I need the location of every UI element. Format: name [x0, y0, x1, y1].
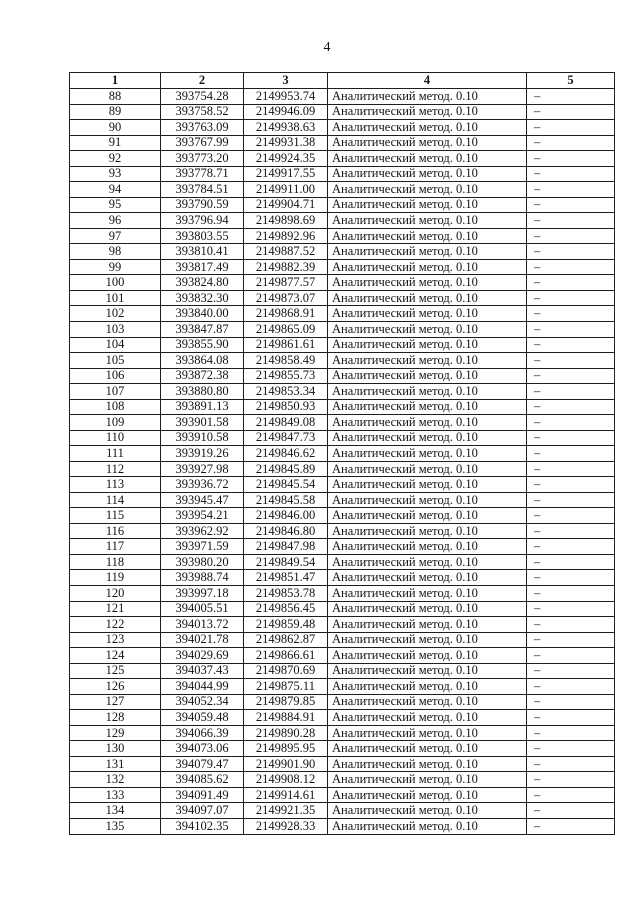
- point-number-cell: 101: [70, 290, 161, 306]
- header-row: [70, 73, 615, 89]
- point-number-cell: 114: [70, 492, 161, 508]
- point-number-cell: 93: [70, 166, 161, 182]
- table-row: [70, 275, 615, 291]
- description-cell: –: [527, 244, 615, 260]
- point-number-cell: 110: [70, 430, 161, 446]
- x-coordinate-cell: 394021.78: [161, 632, 244, 648]
- description-cell: –: [527, 306, 615, 322]
- table-row: [70, 694, 615, 710]
- table-row: [70, 586, 615, 602]
- column-header-1: 1: [70, 73, 161, 89]
- y-coordinate-cell: 2149879.85: [244, 694, 328, 710]
- x-coordinate-cell: 394029.69: [161, 648, 244, 664]
- point-number-cell: 102: [70, 306, 161, 322]
- method-cell: Аналитический метод. 0.10: [328, 321, 527, 337]
- table-row: [70, 818, 615, 834]
- point-number-cell: 98: [70, 244, 161, 260]
- x-coordinate-cell: 394091.49: [161, 787, 244, 803]
- x-coordinate-cell: 393784.51: [161, 182, 244, 198]
- description-cell: –: [527, 290, 615, 306]
- table-row: [70, 337, 615, 353]
- method-cell: Аналитический метод. 0.10: [328, 477, 527, 493]
- table-row: [70, 399, 615, 415]
- x-coordinate-cell: 393810.41: [161, 244, 244, 260]
- point-number-cell: 108: [70, 399, 161, 415]
- table-row: [70, 259, 615, 275]
- method-cell: Аналитический метод. 0.10: [328, 213, 527, 229]
- point-number-cell: 105: [70, 353, 161, 369]
- y-coordinate-cell: 2149898.69: [244, 213, 328, 229]
- x-coordinate-cell: 393790.59: [161, 197, 244, 213]
- table-row: [70, 166, 615, 182]
- y-coordinate-cell: 2149914.61: [244, 787, 328, 803]
- description-cell: –: [527, 787, 615, 803]
- method-cell: Аналитический метод. 0.10: [328, 89, 527, 105]
- y-coordinate-cell: 2149847.73: [244, 430, 328, 446]
- description-cell: –: [527, 213, 615, 229]
- method-cell: Аналитический метод. 0.10: [328, 275, 527, 291]
- y-coordinate-cell: 2149845.89: [244, 461, 328, 477]
- y-coordinate-cell: 2149887.52: [244, 244, 328, 260]
- table-row: [70, 151, 615, 167]
- column-header-5: 5: [527, 73, 615, 89]
- y-coordinate-cell: 2149853.34: [244, 384, 328, 400]
- point-number-cell: 119: [70, 570, 161, 586]
- point-number-cell: 111: [70, 446, 161, 462]
- point-number-cell: 132: [70, 772, 161, 788]
- method-cell: Аналитический метод. 0.10: [328, 648, 527, 664]
- description-cell: –: [527, 337, 615, 353]
- point-number-cell: 135: [70, 818, 161, 834]
- point-number-cell: 112: [70, 461, 161, 477]
- x-coordinate-cell: 394073.06: [161, 741, 244, 757]
- description-cell: –: [527, 120, 615, 136]
- method-cell: Аналитический метод. 0.10: [328, 120, 527, 136]
- method-cell: Аналитический метод. 0.10: [328, 756, 527, 772]
- point-number-cell: 90: [70, 120, 161, 136]
- x-coordinate-cell: 394037.43: [161, 663, 244, 679]
- method-cell: Аналитический метод. 0.10: [328, 617, 527, 633]
- method-cell: Аналитический метод. 0.10: [328, 166, 527, 182]
- description-cell: –: [527, 554, 615, 570]
- point-number-cell: 88: [70, 89, 161, 105]
- y-coordinate-cell: 2149862.87: [244, 632, 328, 648]
- method-cell: Аналитический метод. 0.10: [328, 430, 527, 446]
- x-coordinate-cell: 393891.13: [161, 399, 244, 415]
- description-cell: –: [527, 570, 615, 586]
- x-coordinate-cell: 393758.52: [161, 104, 244, 120]
- description-cell: –: [527, 586, 615, 602]
- method-cell: Аналитический метод. 0.10: [328, 290, 527, 306]
- description-cell: –: [527, 725, 615, 741]
- method-cell: Аналитический метод. 0.10: [328, 725, 527, 741]
- method-cell: Аналитический метод. 0.10: [328, 461, 527, 477]
- table-row: [70, 197, 615, 213]
- description-cell: –: [527, 663, 615, 679]
- y-coordinate-cell: 2149866.61: [244, 648, 328, 664]
- table-row: [70, 679, 615, 695]
- table-row: [70, 756, 615, 772]
- method-cell: Аналитический метод. 0.10: [328, 679, 527, 695]
- y-coordinate-cell: 2149877.57: [244, 275, 328, 291]
- point-number-cell: 127: [70, 694, 161, 710]
- x-coordinate-cell: 393971.59: [161, 539, 244, 555]
- point-number-cell: 109: [70, 415, 161, 431]
- method-cell: Аналитический метод. 0.10: [328, 368, 527, 384]
- y-coordinate-cell: 2149921.35: [244, 803, 328, 819]
- y-coordinate-cell: 2149924.35: [244, 151, 328, 167]
- table-header: [70, 73, 615, 89]
- point-number-cell: 116: [70, 523, 161, 539]
- method-cell: Аналитический метод. 0.10: [328, 818, 527, 834]
- method-cell: Аналитический метод. 0.10: [328, 523, 527, 539]
- table-row: [70, 508, 615, 524]
- x-coordinate-cell: 393773.20: [161, 151, 244, 167]
- method-cell: Аналитический метод. 0.10: [328, 135, 527, 151]
- method-cell: Аналитический метод. 0.10: [328, 259, 527, 275]
- point-number-cell: 123: [70, 632, 161, 648]
- x-coordinate-cell: 393855.90: [161, 337, 244, 353]
- method-cell: Аналитический метод. 0.10: [328, 337, 527, 353]
- table-row: [70, 321, 615, 337]
- y-coordinate-cell: 2149931.38: [244, 135, 328, 151]
- table-row: [70, 523, 615, 539]
- y-coordinate-cell: 2149853.78: [244, 586, 328, 602]
- x-coordinate-cell: 393880.80: [161, 384, 244, 400]
- y-coordinate-cell: 2149865.09: [244, 321, 328, 337]
- table-row: [70, 306, 615, 322]
- y-coordinate-cell: 2149901.90: [244, 756, 328, 772]
- y-coordinate-cell: 2149917.55: [244, 166, 328, 182]
- x-coordinate-cell: 393803.55: [161, 228, 244, 244]
- description-cell: –: [527, 104, 615, 120]
- y-coordinate-cell: 2149884.91: [244, 710, 328, 726]
- x-coordinate-cell: 393796.94: [161, 213, 244, 229]
- table-body: [70, 89, 615, 835]
- description-cell: –: [527, 508, 615, 524]
- point-number-cell: 96: [70, 213, 161, 229]
- y-coordinate-cell: 2149882.39: [244, 259, 328, 275]
- method-cell: Аналитический метод. 0.10: [328, 446, 527, 462]
- description-cell: –: [527, 399, 615, 415]
- x-coordinate-cell: 393954.21: [161, 508, 244, 524]
- page-number: 4: [323, 40, 331, 55]
- table-row: [70, 353, 615, 369]
- table-row: [70, 430, 615, 446]
- description-cell: –: [527, 321, 615, 337]
- y-coordinate-cell: 2149849.54: [244, 554, 328, 570]
- x-coordinate-cell: 393864.08: [161, 353, 244, 369]
- point-number-cell: 125: [70, 663, 161, 679]
- method-cell: Аналитический метод. 0.10: [328, 415, 527, 431]
- x-coordinate-cell: 394013.72: [161, 617, 244, 633]
- table-row: [70, 710, 615, 726]
- point-number-cell: 126: [70, 679, 161, 695]
- column-header-2: 2: [161, 73, 244, 89]
- method-cell: Аналитический метод. 0.10: [328, 694, 527, 710]
- description-cell: –: [527, 197, 615, 213]
- y-coordinate-cell: 2149849.08: [244, 415, 328, 431]
- table-row: [70, 415, 615, 431]
- point-number-cell: 131: [70, 756, 161, 772]
- y-coordinate-cell: 2149846.80: [244, 523, 328, 539]
- table-row: [70, 384, 615, 400]
- method-cell: Аналитический метод. 0.10: [328, 539, 527, 555]
- description-cell: –: [527, 446, 615, 462]
- x-coordinate-cell: 394044.99: [161, 679, 244, 695]
- point-number-cell: 115: [70, 508, 161, 524]
- description-cell: –: [527, 430, 615, 446]
- description-cell: –: [527, 741, 615, 757]
- x-coordinate-cell: 394059.48: [161, 710, 244, 726]
- method-cell: Аналитический метод. 0.10: [328, 399, 527, 415]
- y-coordinate-cell: 2149928.33: [244, 818, 328, 834]
- column-header-4: 4: [328, 73, 527, 89]
- point-number-cell: 120: [70, 586, 161, 602]
- description-cell: –: [527, 182, 615, 198]
- method-cell: Аналитический метод. 0.10: [328, 353, 527, 369]
- y-coordinate-cell: 2149873.07: [244, 290, 328, 306]
- description-cell: –: [527, 275, 615, 291]
- description-cell: –: [527, 259, 615, 275]
- table-row: [70, 554, 615, 570]
- point-number-cell: 91: [70, 135, 161, 151]
- description-cell: –: [527, 756, 615, 772]
- method-cell: Аналитический метод. 0.10: [328, 632, 527, 648]
- description-cell: –: [527, 151, 615, 167]
- x-coordinate-cell: 394085.62: [161, 772, 244, 788]
- point-number-cell: 113: [70, 477, 161, 493]
- method-cell: Аналитический метод. 0.10: [328, 508, 527, 524]
- table-row: [70, 663, 615, 679]
- point-number-cell: 95: [70, 197, 161, 213]
- method-cell: Аналитический метод. 0.10: [328, 306, 527, 322]
- point-number-cell: 92: [70, 151, 161, 167]
- point-number-cell: 134: [70, 803, 161, 819]
- method-cell: Аналитический метод. 0.10: [328, 710, 527, 726]
- x-coordinate-cell: 394052.34: [161, 694, 244, 710]
- x-coordinate-cell: 394079.47: [161, 756, 244, 772]
- method-cell: Аналитический метод. 0.10: [328, 384, 527, 400]
- table-row: [70, 492, 615, 508]
- description-cell: –: [527, 523, 615, 539]
- y-coordinate-cell: 2149845.54: [244, 477, 328, 493]
- point-number-cell: 106: [70, 368, 161, 384]
- description-cell: –: [527, 601, 615, 617]
- method-cell: Аналитический метод. 0.10: [328, 244, 527, 260]
- description-cell: –: [527, 166, 615, 182]
- description-cell: –: [527, 228, 615, 244]
- description-cell: –: [527, 539, 615, 555]
- table-row: [70, 213, 615, 229]
- point-number-cell: 118: [70, 554, 161, 570]
- y-coordinate-cell: 2149861.61: [244, 337, 328, 353]
- table-row: [70, 477, 615, 493]
- x-coordinate-cell: 393754.28: [161, 89, 244, 105]
- method-cell: Аналитический метод. 0.10: [328, 663, 527, 679]
- table-row: [70, 539, 615, 555]
- x-coordinate-cell: 393872.38: [161, 368, 244, 384]
- method-cell: Аналитический метод. 0.10: [328, 182, 527, 198]
- y-coordinate-cell: 2149895.95: [244, 741, 328, 757]
- point-number-cell: 121: [70, 601, 161, 617]
- description-cell: –: [527, 492, 615, 508]
- table-row: [70, 290, 615, 306]
- point-number-cell: 100: [70, 275, 161, 291]
- x-coordinate-cell: 393988.74: [161, 570, 244, 586]
- description-cell: –: [527, 818, 615, 834]
- method-cell: Аналитический метод. 0.10: [328, 228, 527, 244]
- description-cell: –: [527, 477, 615, 493]
- table-row: [70, 725, 615, 741]
- y-coordinate-cell: 2149904.71: [244, 197, 328, 213]
- table-row: [70, 135, 615, 151]
- point-number-cell: 103: [70, 321, 161, 337]
- table-row: [70, 632, 615, 648]
- y-coordinate-cell: 2149859.48: [244, 617, 328, 633]
- description-cell: –: [527, 135, 615, 151]
- description-cell: –: [527, 89, 615, 105]
- description-cell: –: [527, 353, 615, 369]
- y-coordinate-cell: 2149845.58: [244, 492, 328, 508]
- y-coordinate-cell: 2149847.98: [244, 539, 328, 555]
- table-row: [70, 182, 615, 198]
- point-number-cell: 99: [70, 259, 161, 275]
- x-coordinate-cell: 394005.51: [161, 601, 244, 617]
- y-coordinate-cell: 2149946.09: [244, 104, 328, 120]
- y-coordinate-cell: 2149870.69: [244, 663, 328, 679]
- table-row: [70, 244, 615, 260]
- method-cell: Аналитический метод. 0.10: [328, 601, 527, 617]
- description-cell: –: [527, 694, 615, 710]
- description-cell: –: [527, 803, 615, 819]
- x-coordinate-cell: 394097.07: [161, 803, 244, 819]
- y-coordinate-cell: 2149875.11: [244, 679, 328, 695]
- table-row: [70, 772, 615, 788]
- table-row: [70, 461, 615, 477]
- point-number-cell: 89: [70, 104, 161, 120]
- table-row: [70, 120, 615, 136]
- x-coordinate-cell: 393847.87: [161, 321, 244, 337]
- y-coordinate-cell: 2149908.12: [244, 772, 328, 788]
- table-row: [70, 228, 615, 244]
- y-coordinate-cell: 2149953.74: [244, 89, 328, 105]
- table-row: [70, 601, 615, 617]
- y-coordinate-cell: 2149890.28: [244, 725, 328, 741]
- description-cell: –: [527, 632, 615, 648]
- table-row: [70, 803, 615, 819]
- x-coordinate-cell: 394102.35: [161, 818, 244, 834]
- point-number-cell: 133: [70, 787, 161, 803]
- method-cell: Аналитический метод. 0.10: [328, 803, 527, 819]
- x-coordinate-cell: 393817.49: [161, 259, 244, 275]
- description-cell: –: [527, 710, 615, 726]
- x-coordinate-cell: 393767.99: [161, 135, 244, 151]
- point-number-cell: 107: [70, 384, 161, 400]
- y-coordinate-cell: 2149892.96: [244, 228, 328, 244]
- method-cell: Аналитический метод. 0.10: [328, 104, 527, 120]
- point-number-cell: 122: [70, 617, 161, 633]
- table-row: [70, 741, 615, 757]
- x-coordinate-cell: 393962.92: [161, 523, 244, 539]
- table-row: [70, 648, 615, 664]
- x-coordinate-cell: 393919.26: [161, 446, 244, 462]
- point-number-cell: 128: [70, 710, 161, 726]
- table-row: [70, 787, 615, 803]
- method-cell: Аналитический метод. 0.10: [328, 741, 527, 757]
- x-coordinate-cell: 394066.39: [161, 725, 244, 741]
- description-cell: –: [527, 648, 615, 664]
- table-row: [70, 617, 615, 633]
- description-cell: –: [527, 679, 615, 695]
- point-number-cell: 130: [70, 741, 161, 757]
- y-coordinate-cell: 2149938.63: [244, 120, 328, 136]
- method-cell: Аналитический метод. 0.10: [328, 586, 527, 602]
- point-number-cell: 129: [70, 725, 161, 741]
- method-cell: Аналитический метод. 0.10: [328, 151, 527, 167]
- x-coordinate-cell: 393927.98: [161, 461, 244, 477]
- method-cell: Аналитический метод. 0.10: [328, 554, 527, 570]
- table-row: [70, 104, 615, 120]
- point-number-cell: 94: [70, 182, 161, 198]
- method-cell: Аналитический метод. 0.10: [328, 570, 527, 586]
- point-number-cell: 117: [70, 539, 161, 555]
- y-coordinate-cell: 2149868.91: [244, 306, 328, 322]
- point-number-cell: 124: [70, 648, 161, 664]
- x-coordinate-cell: 393824.80: [161, 275, 244, 291]
- description-cell: –: [527, 368, 615, 384]
- y-coordinate-cell: 2149855.73: [244, 368, 328, 384]
- method-cell: Аналитический метод. 0.10: [328, 787, 527, 803]
- x-coordinate-cell: 393832.30: [161, 290, 244, 306]
- method-cell: Аналитический метод. 0.10: [328, 197, 527, 213]
- y-coordinate-cell: 2149851.47: [244, 570, 328, 586]
- column-header-3: 3: [244, 73, 328, 89]
- description-cell: –: [527, 772, 615, 788]
- coordinates-table: [69, 72, 615, 835]
- description-cell: –: [527, 415, 615, 431]
- table-row: [70, 446, 615, 462]
- description-cell: –: [527, 617, 615, 633]
- y-coordinate-cell: 2149911.00: [244, 182, 328, 198]
- x-coordinate-cell: 393945.47: [161, 492, 244, 508]
- table-row: [70, 89, 615, 105]
- y-coordinate-cell: 2149846.00: [244, 508, 328, 524]
- description-cell: –: [527, 461, 615, 477]
- x-coordinate-cell: 393840.00: [161, 306, 244, 322]
- x-coordinate-cell: 393763.09: [161, 120, 244, 136]
- x-coordinate-cell: 393980.20: [161, 554, 244, 570]
- x-coordinate-cell: 393936.72: [161, 477, 244, 493]
- x-coordinate-cell: 393997.18: [161, 586, 244, 602]
- method-cell: Аналитический метод. 0.10: [328, 492, 527, 508]
- point-number-cell: 97: [70, 228, 161, 244]
- y-coordinate-cell: 2149850.93: [244, 399, 328, 415]
- description-cell: –: [527, 384, 615, 400]
- method-cell: Аналитический метод. 0.10: [328, 772, 527, 788]
- table-row: [70, 368, 615, 384]
- y-coordinate-cell: 2149846.62: [244, 446, 328, 462]
- y-coordinate-cell: 2149858.49: [244, 353, 328, 369]
- point-number-cell: 104: [70, 337, 161, 353]
- x-coordinate-cell: 393901.58: [161, 415, 244, 431]
- x-coordinate-cell: 393778.71: [161, 166, 244, 182]
- x-coordinate-cell: 393910.58: [161, 430, 244, 446]
- table-row: [70, 570, 615, 586]
- y-coordinate-cell: 2149856.45: [244, 601, 328, 617]
